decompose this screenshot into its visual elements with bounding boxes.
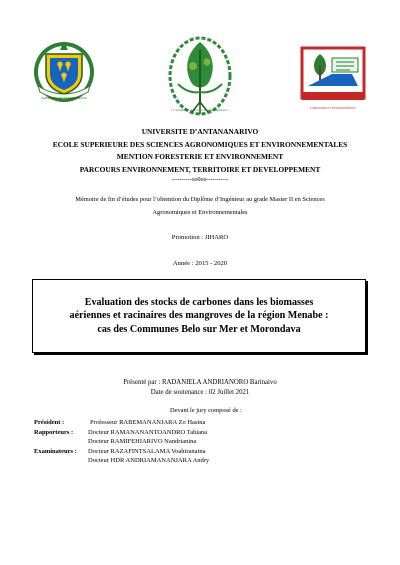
institution-heading bbox=[20, 126, 380, 184]
jury-role: Rapporteurs : bbox=[34, 428, 74, 436]
academic-year: Année : 2015 - 2020 bbox=[172, 260, 228, 267]
jury-heading: Devant le jury composé de : bbox=[170, 407, 242, 414]
university-name: UNIVERSITE D’ANTANANARIVO bbox=[141, 127, 259, 136]
school-emblem-logo bbox=[160, 32, 240, 118]
jury-row bbox=[34, 447, 209, 457]
mention-name: MENTION FORESTERIE ET ENVIRONNEMENT bbox=[116, 152, 284, 162]
jury-list bbox=[34, 418, 209, 466]
title-line-3: cas des Communes Belo sur Mer et Morondava bbox=[97, 323, 301, 335]
defense-date: Date de soutenance : 02 Juillet 2021 bbox=[150, 388, 250, 396]
jury-role: Président : bbox=[34, 419, 65, 426]
parcours-name: PARCOURS ENVIRONNEMENT, TERRITOIRE ET DEVELOPPEMENT bbox=[79, 164, 321, 174]
jury-member: Professeur RABEMANANJARA Zo Hasina bbox=[90, 419, 206, 426]
seal-ribbon-text: FAHAIZANA NO FANDROSOANA bbox=[41, 96, 87, 100]
memoire-description bbox=[20, 193, 380, 219]
jury-row bbox=[34, 428, 209, 438]
jury-member: Docteur HDR ANDRIAMANANJARA Andry bbox=[88, 457, 210, 465]
memoire-line-2: Agronomiques et Environnementales bbox=[152, 209, 248, 216]
separator: ----------oo0oo----------- bbox=[171, 177, 229, 184]
university-seal-logo bbox=[32, 40, 96, 104]
author-line: Présenté par : RADANIELA ANDRIANORO Barinaivo bbox=[123, 379, 277, 386]
promotion: Promotion : JIHARO bbox=[171, 234, 229, 241]
foresterie-ribbon-text: FORESTERIE ET ENVIRONNEMENT bbox=[310, 107, 356, 110]
title-line-1: Evaluation des stocks de carbones dans les biomasses bbox=[84, 297, 314, 309]
jury-row bbox=[34, 418, 209, 428]
jury-member: Docteur RAMIFEHIARIVO Nandrianina bbox=[88, 438, 197, 446]
thesis-title-box bbox=[32, 279, 366, 353]
mention-foresterie-logo bbox=[298, 44, 368, 106]
title-line-2: aériennes et racinaires des mangroves de la région Menabe : bbox=[69, 310, 329, 322]
jury-member: Docteur RAMANANANTOANDRO Tahiana bbox=[88, 428, 208, 436]
thesis-title bbox=[40, 296, 358, 336]
jury-role: Examinateurs : bbox=[34, 447, 77, 455]
emblem-motto: « L’excellence au service du développement » bbox=[170, 108, 230, 112]
jury-row bbox=[34, 437, 209, 447]
memoire-line-1: Mémoire de fin d’études pour l’obtention du Diplôme d’Ingénieur au grade Master II en Sciences bbox=[75, 196, 325, 203]
jury-member: Docteur RAZAFINTSALAMA Voahiranaina bbox=[88, 447, 206, 455]
jury-role bbox=[34, 456, 86, 466]
school-name: ECOLE SUPERIEURE DES SCIENCES AGRONOMIQUES ET ENVIRONNEMENTALES bbox=[52, 139, 348, 149]
jury-role bbox=[34, 437, 86, 447]
jury-row bbox=[34, 456, 209, 466]
presentation-info bbox=[20, 378, 380, 398]
